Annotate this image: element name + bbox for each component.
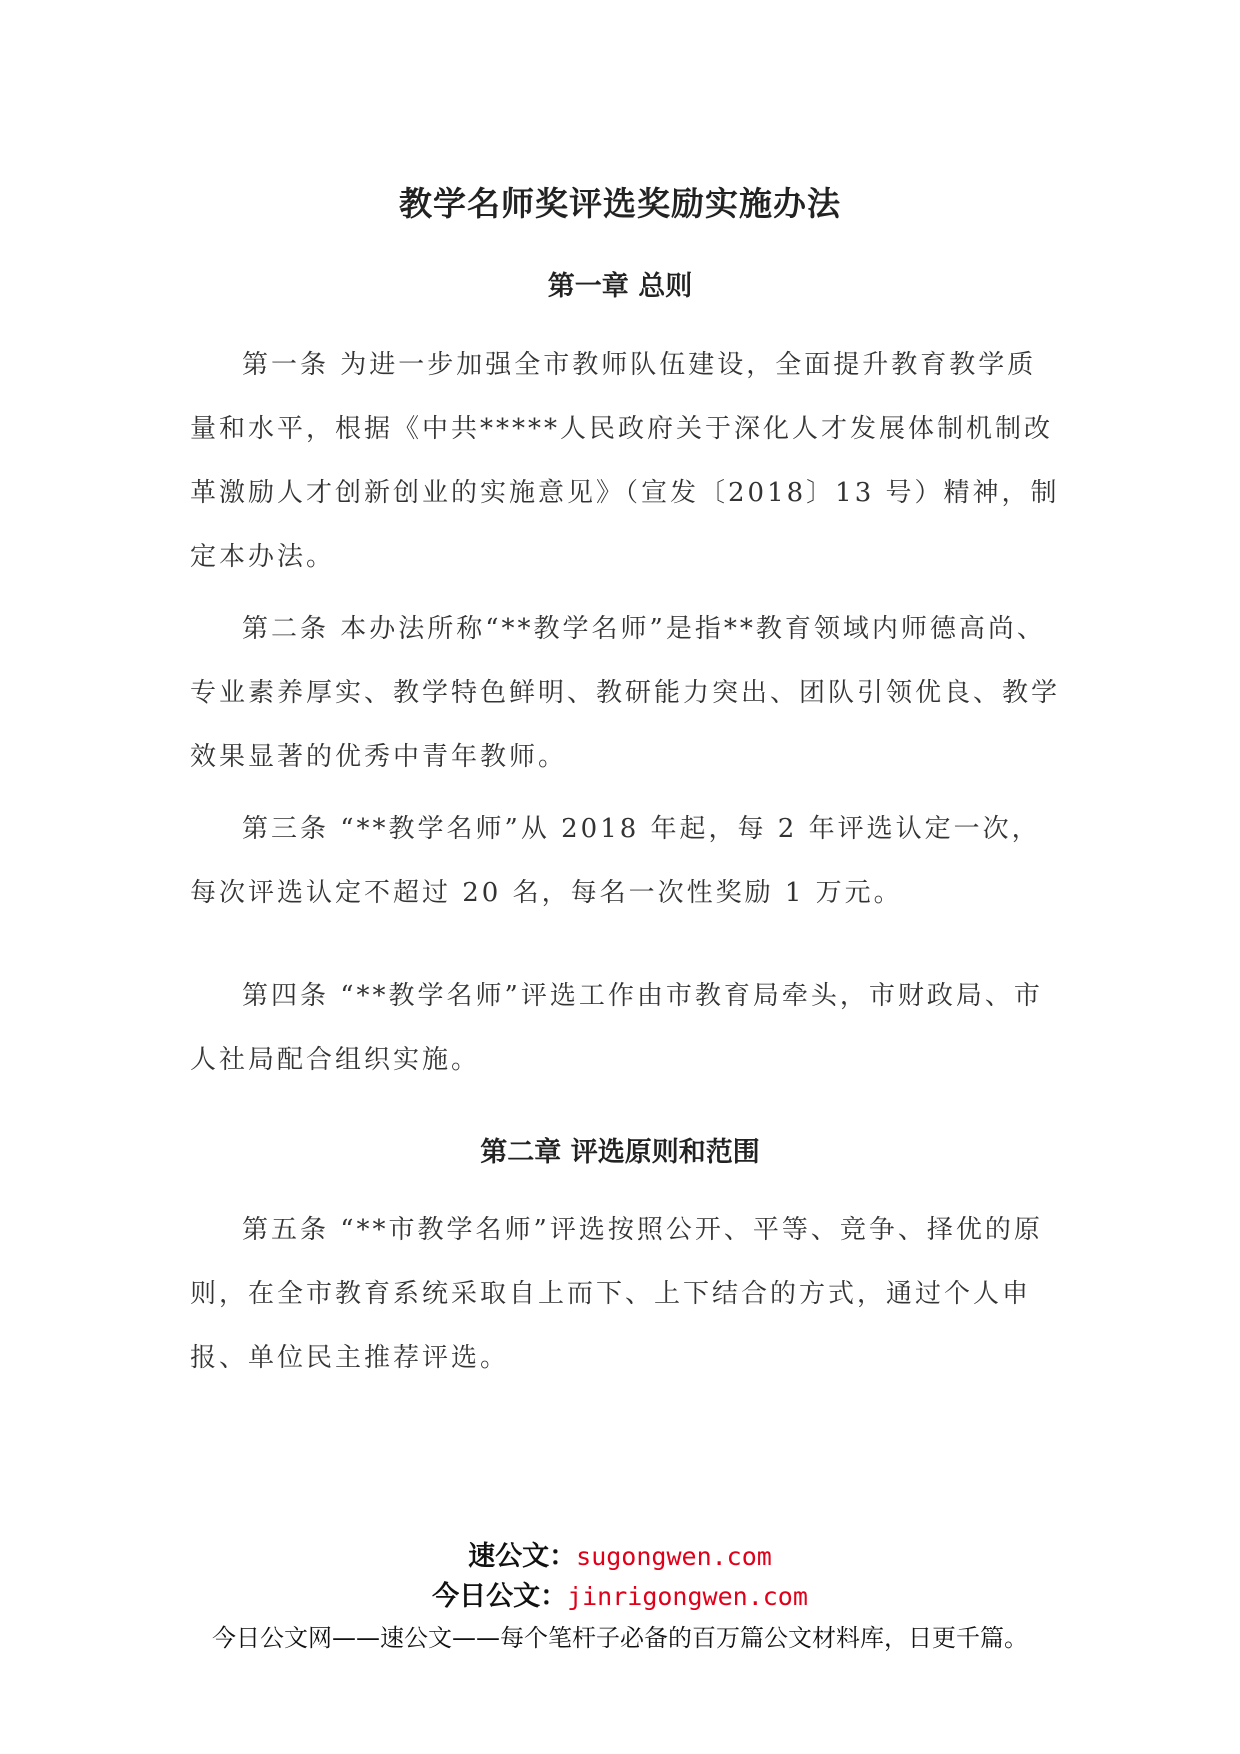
footer-label-jinrigongwen: 今日公文： <box>432 1581 568 1612</box>
article-3: 第三条 “**教学名师”从 2018 年起，每 2 年评选认定一次，每次评选认定不超过 20 名，每名一次性奖励 1 万元。 <box>190 814 1041 908</box>
footer-label-sugongwen: 速公文： <box>468 1541 577 1572</box>
footer-tagline: 今日公文网——速公文——每个笔杆子必备的百万篇公文材料库，日更千篇。 <box>212 1624 1028 1652</box>
article-2: 第二条 本办法所称“**教学名师”是指**教育领域内师德高尚、专业素养厚实、教学特色鲜明、教研能力突出、团队引领优良、教学效果显著的优秀中青年教师。 <box>190 614 1061 772</box>
document-title: 教学名师奖评选奖励实施办法 <box>399 184 841 223</box>
link-sugongwen[interactable]: sugongwen.com <box>576 1542 772 1571</box>
chapter-heading-2: 第二章 评选原则和范围 <box>480 1137 760 1168</box>
link-jinrigongwen[interactable]: jinrigongwen.com <box>567 1582 808 1611</box>
chapter-heading-1: 第一章 总则 <box>547 271 693 302</box>
footer-jinrigongwen <box>0 1574 1240 1613</box>
article-5: 第五条 “**市教学名师”评选按照公开、平等、竞争、择优的原则，在全市教育系统采取自上而下、上下结合的方式，通过个人申报、单位民主推荐评选。 <box>190 1215 1043 1373</box>
article-1: 第一条 为进一步加强全市教师队伍建设，全面提升教育教学质量和水平，根据《中共*****人民政府关于深化人才发展体制机制改革激励人才创新创业的实施意见》（宣发〔2018〕13 号）精神，制定本办法。 <box>190 350 1060 572</box>
footer-sugongwen <box>0 1534 1240 1573</box>
article-4: 第四条 “**教学名师”评选工作由市教育局牵头，市财政局、市人社局配合组织实施。 <box>190 981 1043 1075</box>
